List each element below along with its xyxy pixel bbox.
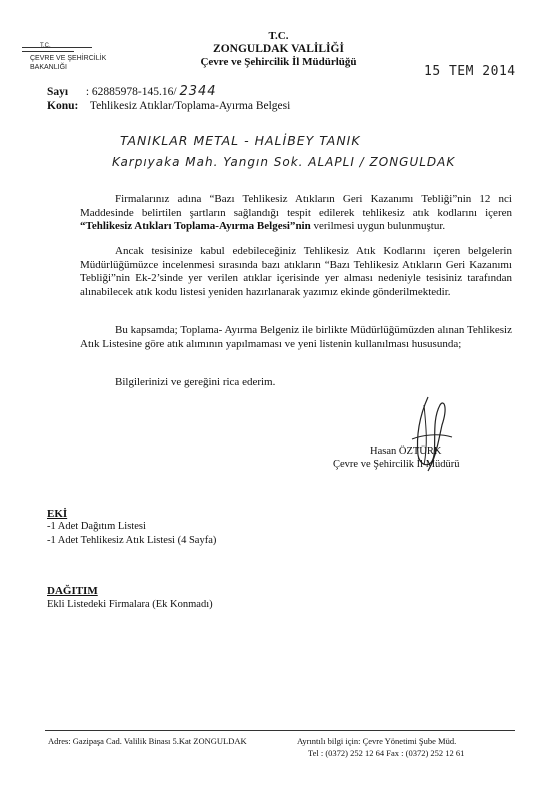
header-mudurluk: Çevre ve Şehircilik İl Müdürlüğü <box>200 56 357 68</box>
ekler-heading: EKİ <box>47 508 68 520</box>
header-valilik: ZONGULDAK VALİLİĞİ <box>213 43 344 55</box>
para4-text: Bilgilerinizi ve gereğini rica ederim. <box>115 376 276 388</box>
ek-item: -1 Adet Tehlikesiz Atık Listesi (4 Sayfa) <box>47 535 217 546</box>
para2-text: Ancak tesisinize kabul edebileceğiniz Tehlikesiz Atık Kodlarını içeren belgelerin Müdürlüğümüzce incelenmesi sırasında bazı atıkların “Bazı Tehlikesiz Atıkların Geri Kazanımı Tebliği”nin Ek-2’sinde yer verilen atıklar içerisinde yer alması nedeniyle tesisiniz tarafından alınabilecek atık kodu listesi yeniden hazırlanarak yazımız ekinde gönderilmektedir. <box>80 245 512 298</box>
footer-divider <box>45 730 515 731</box>
para1-text2: verilmesi uygun bulunmuştur. <box>310 220 446 232</box>
signature-title: Çevre ve Şehircilik İl Müdürü <box>333 459 460 470</box>
paragraph-3 <box>80 324 512 351</box>
ek-item: -1 Adet Dağıtım Listesi <box>47 521 146 532</box>
paragraph-1 <box>80 193 512 234</box>
para1-bold: “Tehlikesiz Atıkları Toplama-Ayırma Belgesi” <box>80 220 296 232</box>
dagitim-heading: DAĞITIM <box>47 585 98 597</box>
konu-value: Tehlikesiz Atıklar/Toplama-Ayırma Belgesi <box>89 100 291 112</box>
paragraph-2 <box>80 245 512 299</box>
konu-label: Konu: <box>47 100 79 112</box>
footer-phone: Tel : (0372) 252 12 64 Fax : (0372) 252 12 61 <box>308 748 465 758</box>
logo-text-line1: ÇEVRE VE ŞEHİRCİLİK <box>30 55 107 62</box>
paragraph-4 <box>80 376 512 390</box>
recipient-line1: TANIKLAR METAL - HALİBEY TANIK <box>120 133 361 148</box>
date-stamp: 15 TEM 2014 <box>424 64 516 79</box>
logo-text-line2: BAKANLIĞI <box>30 64 67 71</box>
footer-info: Ayrıntılı bilgi için: Çevre Yönetimi Şube Müd. <box>297 736 457 746</box>
para1-bold-suffix: nin <box>295 220 311 232</box>
para3-text: Bu kapsamda; Toplama- Ayırma Belgeniz ile birlikte Müdürlüğümüzden alınan Tehlikesiz Atık Listesine göre atık alımının yapılmaması ve yeni listenin kullanılması hususunda; <box>80 324 512 350</box>
dagitim-text: Ekli Listedeki Firmalara (Ek Konmadı) <box>47 599 213 610</box>
sayi-handwritten: 2344 <box>179 84 217 99</box>
para1-text1: Firmalarınız adına “Bazı Tehlikesiz Atıkların Geri Kazanımı Tebliği”nin 12 nci Maddesinde belirtilen şartların sağlandığı tespit edilerek tehlikesiz atık kodlarını içeren <box>80 193 512 219</box>
signature-name: Hasan ÖZTÜRK <box>370 446 442 457</box>
konu-line <box>47 100 290 112</box>
recipient-line2: Karpıyaka Mah. Yangın Sok. ALAPLI / ZONGULDAK <box>112 155 456 169</box>
header-tc: T.C. <box>268 30 289 42</box>
logo-mark: T.C. <box>40 43 51 49</box>
footer-address: Adres: Gazipaşa Cad. Valilik Binası 5.Kat ZONGULDAK <box>48 736 247 746</box>
sayi-value: : 62885978-145.16/ <box>85 86 177 98</box>
sayi-label: Sayı <box>47 86 69 98</box>
sayi-line <box>47 84 217 99</box>
